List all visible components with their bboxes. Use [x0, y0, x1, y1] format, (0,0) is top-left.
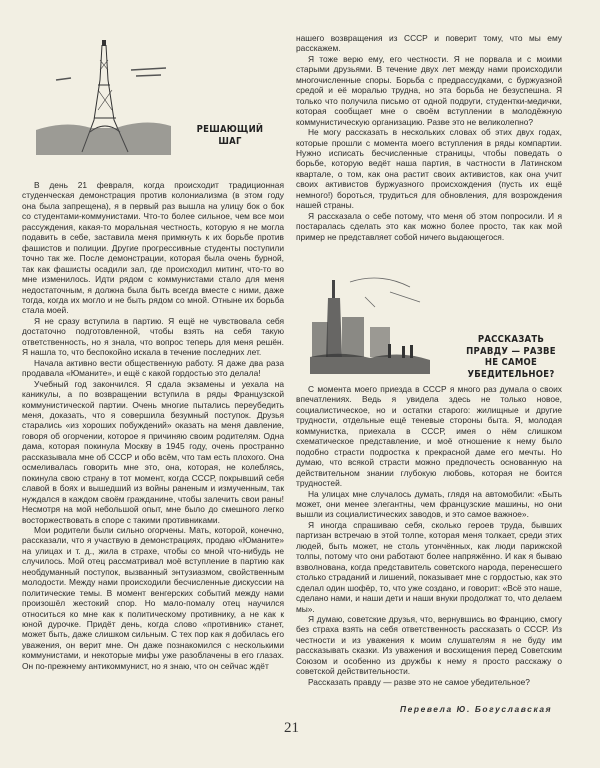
- right-column-text-bottom: [296, 384, 562, 687]
- moscow-university-illustration: [310, 262, 455, 374]
- article-title-tell-the-truth: РАССКАЗАТЬ ПРАВДУ — РАЗВЕ НЕ САМОЕ УБЕДИТЕЛЬНОЕ?: [466, 334, 556, 380]
- page-number: 21: [284, 720, 299, 736]
- paragraph: С момента моего приезда в СССР я много раз думала о своих впечатлениях. Ведь я увидела здесь не только новое, социалистическое, но и остатки старого: жилищные и другие трудности, отдельные ещё теневые стороны быта. Я, молодая коммунистка, приехала в СССР, имея о нём слишком схематическое представление, и моё отношение к нему было подобно страсти подростка к прекрасной даме его мечты. Но думаю, что всякой страсти можно предпочесть основанную на действительном знании глубокую любовь, которая не боится трудностей.: [296, 384, 562, 489]
- translator-signature: Перевела Ю. Богуславская: [400, 704, 553, 714]
- paragraph: На улицах мне случалось думать, глядя на автомобили: «Быть может, они менее элегантны, чем французские машины, но они вышли из социалистических заводов, и это самое важное».: [296, 488, 562, 520]
- article-title-decisive-step: РЕШАЮЩИЙ ШАГ: [196, 124, 264, 147]
- paragraph: Мои родители были сильно огорчены. Мать, которой, конечно, рассказали, что я участвую в демонстрациях, продаю «Юманите» на улицах и т. д., жила в страхе, чтобы со мной что-нибудь не случилось. Мой отец рассматривал моё вступление в партию как необдуманный поступок, вызванный энтузиазмом, свойственным молодости. Между нами происходили бесчисленные дискуссии на политические темы. В момент венгерских событий между нами произошёл жестокий спор. Но мало-помалу отец научился относиться ко мне как к политическому противнику, а не как к юной дурочке. Придёт день, когда слово «противник» станет, может быть, даже слишком сильным. С тех пор как я добилась его уважения, он верит мне. Он даже познакомился с несколькими коммунистами, и некоторые мифы уже разоблачены в его глазах. Он по-прежнему антикоммунист, но я знаю, что он сейчас ждёт: [22, 524, 284, 671]
- paragraph: Не могу рассказать в нескольких словах об этих двух годах, которые прошли с момента моего вступления в ряды компартии. Нужно исписать бесчисленные страницы, чтобы поведать о борьбе, которую ведёт наша партия, в частности в Латинском квартале, о том, как она растит своих активистов, как она учит своих активистов буржуазного происхождения (пусть их ещё немного!) бороться, трудиться для обновления, для возрождения нашей страны.: [296, 127, 562, 211]
- paragraph: Я думаю, советские друзья, что, вернувшись во Францию, смогу без страха взять на себя ответственность рассказать о СССР. Из честности и из уважения к моим слушателям я не буду им рассказывать сказки. Из уважения и восхищения перед Советским Союзом и особенно из дружбы к нему я просто расскажу о советской действительности.: [296, 613, 562, 677]
- right-column-text-top: [296, 33, 562, 242]
- eiffel-tower-illustration: [36, 40, 171, 160]
- paragraph: В день 21 февраля, когда происходит традиционная студенческая демонстрация против колониализма (в этом году она была запрещена), я в первый раз вышла на улицу бок о бок со студентами-коммунистами. Что-то более сильное, чем все мои рассуждения, какая-то моральная честность, которую я не могла подавить в себе, заставила меня примкнуть к их борьбе против фашистов и полиции. Другие прогрессивные студенты поступили точно так же. После демонстрации, которая была очень бурной, так как фашисты осадили зал, где происходил митинг, что-то во мне изменилось. Идти рядом с коммунистами стало для меня недостаточным, я должна была быть всегда вместе с ними, даже тогда, когда их могло и не быть рядом со мной. Отныне их борьба стала моей.: [22, 180, 284, 316]
- paragraph: Рассказать правду — разве это не самое убедительное?: [308, 676, 530, 687]
- paragraph: Начала активно вести общественную работу. Я даже два раза продавала «Юманите», и ещё с какой гордостью это делала!: [22, 357, 284, 379]
- paragraph: Я рассказала о себе потому, что меня об этом попросили. И я постаралась сделать это как можно более просто, так как мой пример не представляет собой ничего выдающегося.: [296, 210, 562, 242]
- paragraph: Я иногда спрашиваю себя, сколько героев труда, бывших партизан встречаю в этой толпе, которая меня толкает, среди этих людей, быть может, не столь утончённых, как люди парижской толпы, потому что они работают более напряжённо. И как я бываю взволнована, когда представитель советского народа, перенесшего столько страданий и лишений, показывает мне с гордостью, как это сделал один шофёр, то, что уже создано, и говорит: «Всё это наше, сделано нами, и наши дети и наши внуки продолжат то, что делаем мы».: [296, 519, 562, 614]
- paragraph: нашего возвращения из СССР и поверит тому, что мы ему расскажем.: [296, 33, 562, 54]
- paragraph: Я тоже верю ему, его честности. Я не порвала и с моими старыми друзьями. В течение двух лет между нами происходили многочисленные споры. Борьба с предрассудками, с буржуазной средой и её моралью трудна, но эта борьба не безуспешна. Я только что получила письмо от одной подруги, студентки-медички, которая сообщает мне о своём вступлении в молодёжную коммунистическую организацию. Разве это не великолепно?: [296, 53, 562, 127]
- paragraph: Учебный год закончился. Я сдала экзамены и уехала на каникулы, а по возвращении вступила в ряды Французской коммунистической партии. Очень многие пытались переубедить меня, доказать, что я совершила безумный поступок. Друзья старались «из хороших побуждений» оказать на меня давление, говоря об огорчении, которое я причиняю своим родителям. Одна дама, которая покинула Москву в 1945 году, очень пространно рассказывала мне об СССР и обо всём, что там есть плохого. Она осмеливалась говорить мне это, она, которая, не колеблясь, покинула свою страну в тот момент, когда СССР, покрывший себя славой в боях и вышедший из войны раненым и измученным, так нуждался в каждом своём гражданине, чтобы залечить свои раны! Несмотря на мой небольшой опыт, мне было до смешного легко восторжествовать в споре с такими противниками.: [22, 378, 284, 525]
- left-column-text: [22, 180, 284, 671]
- paragraph: Я не сразу вступила в партию. Я ещё не чувствовала себя достаточно подготовленной, чтобы взять на себя такую ответственность, но я знала, что вопрос теперь для меня решён. Я нашла то, что беспокойно искала в течение последних лет.: [22, 315, 284, 358]
